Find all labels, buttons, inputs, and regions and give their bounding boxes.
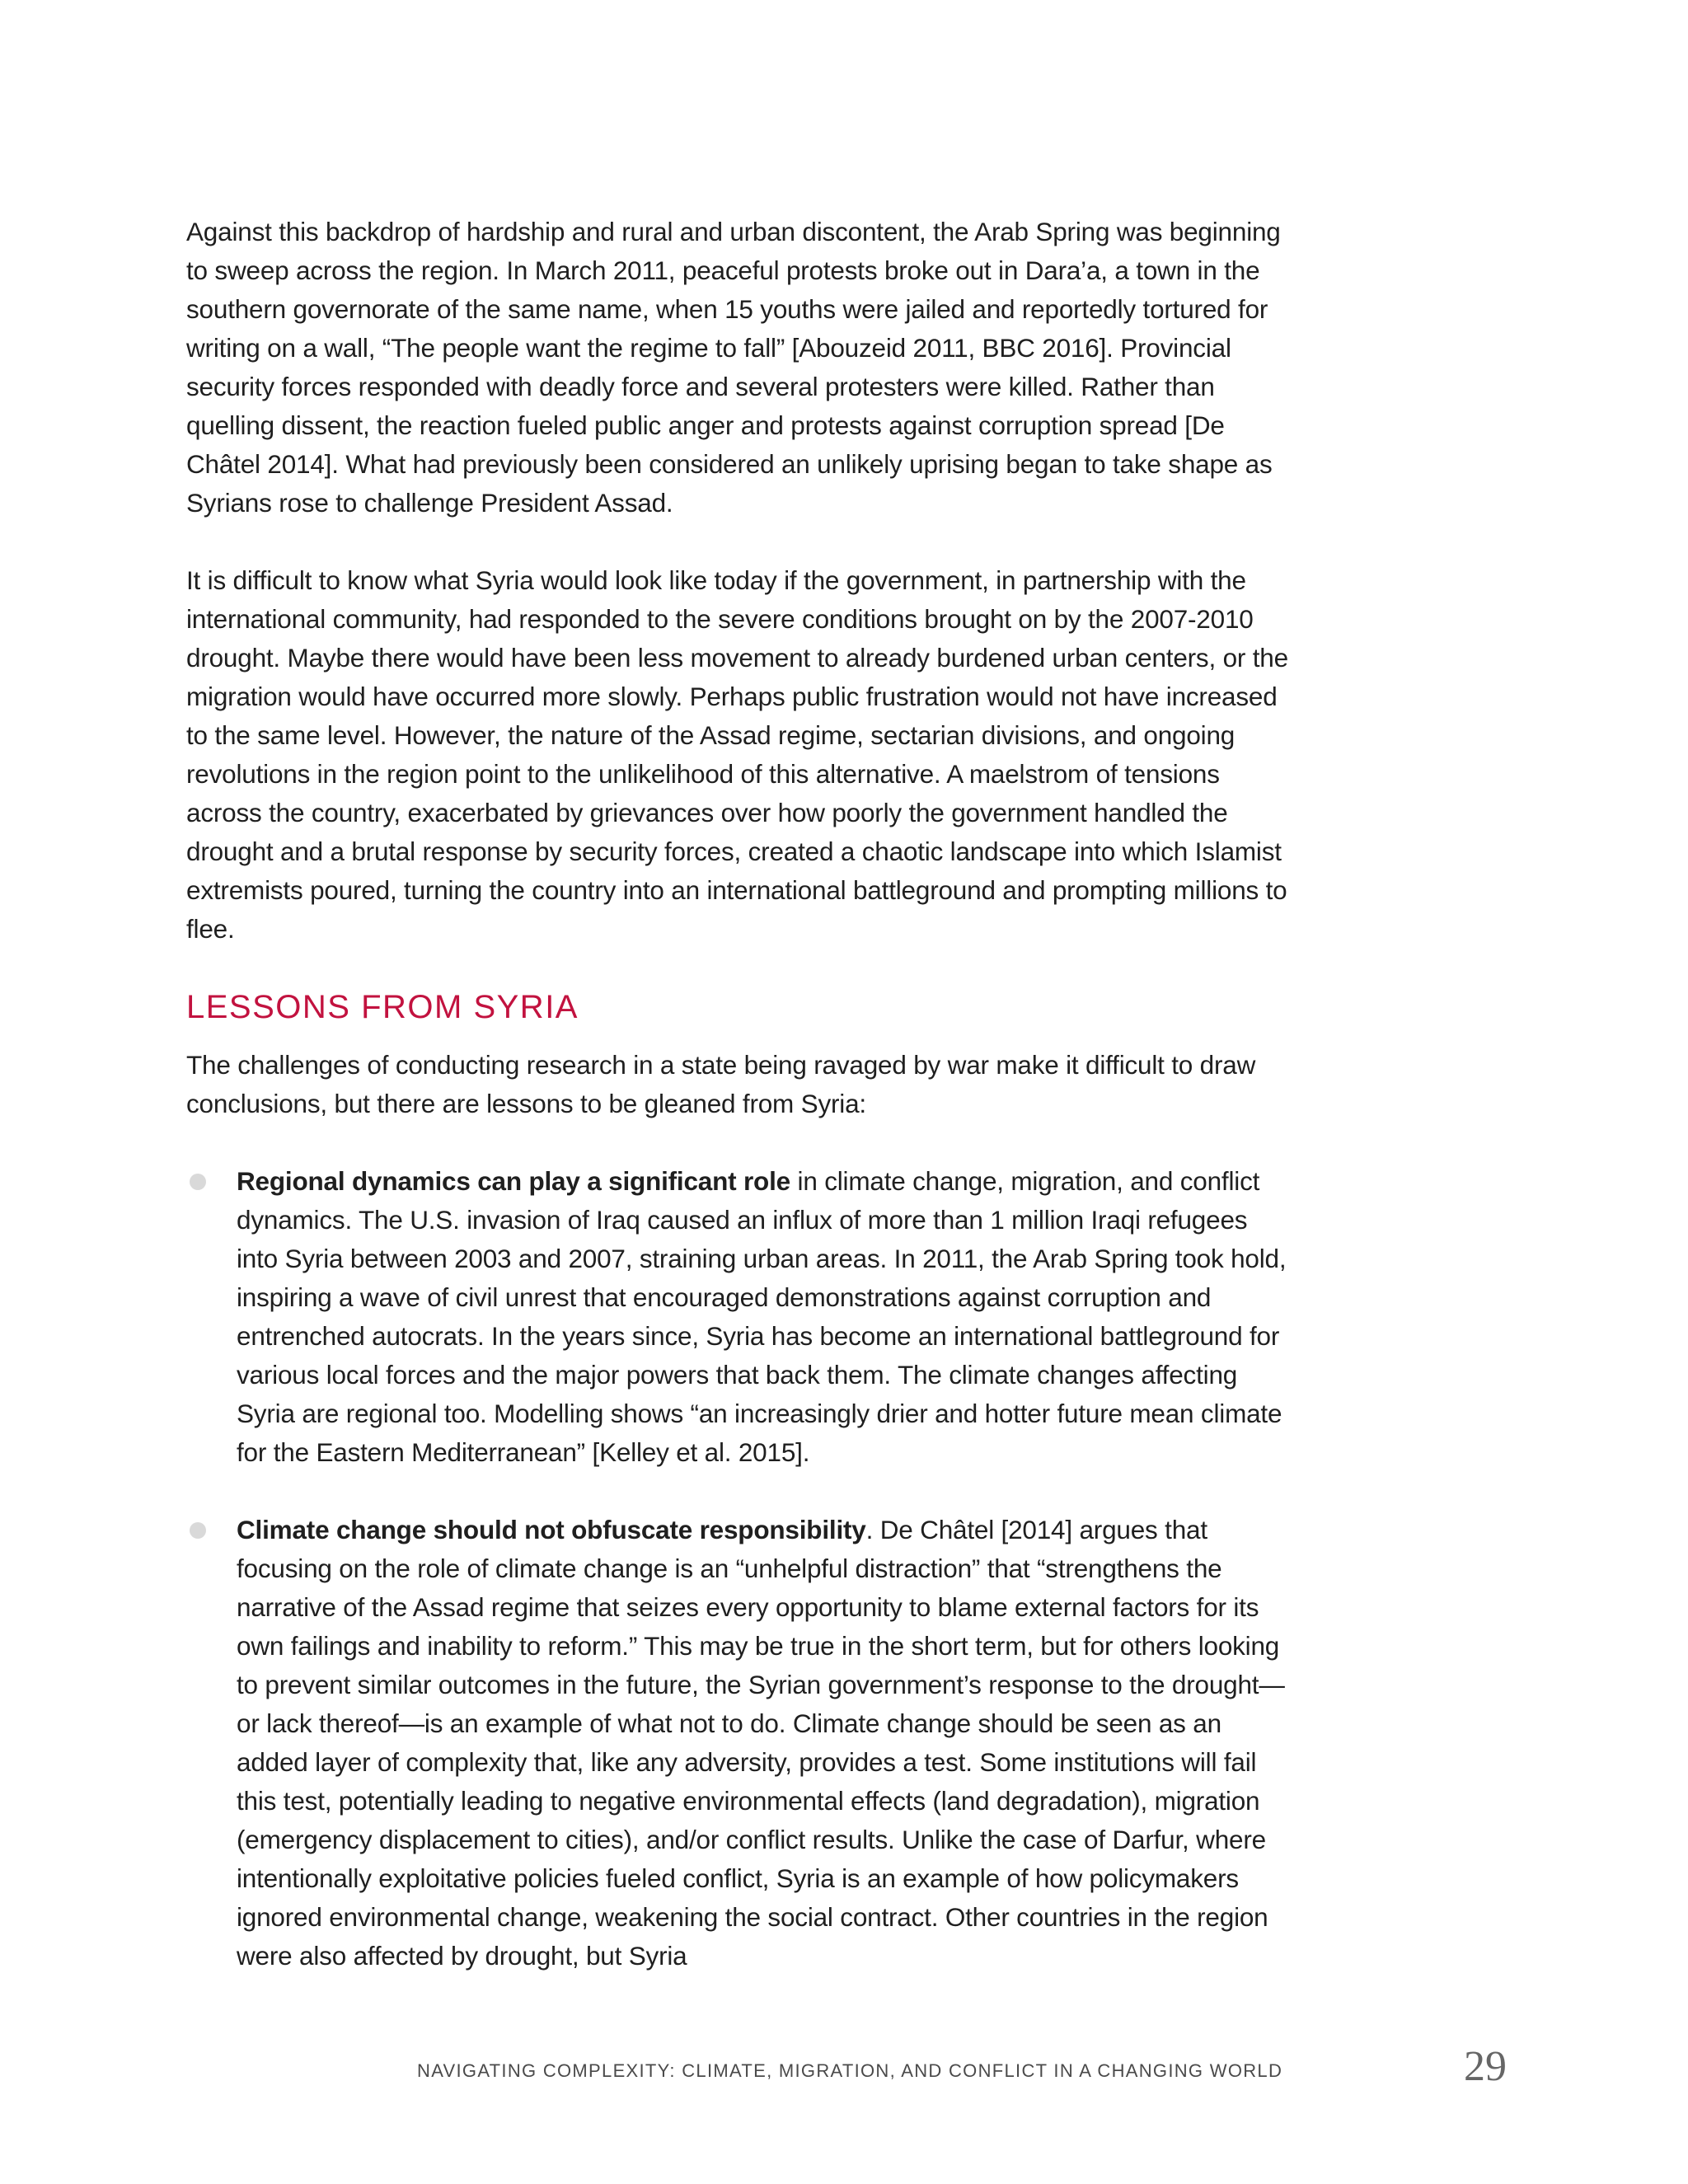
list-item [186,1162,1291,1472]
bullet-text: . De Châtel [2014] argues that focusing on the role of climate change is an “unhelpful distraction” that “strengthens the narrative of the Assad regime that seizes every opportunity to blame external factors for its own failings and inability to reform.” This may be true in the short term, but for others looking to prevent similar outcomes in the future, the Syrian government’s response to the drought—or lack thereof—is an example of what not to do. Climate change should be seen as an added layer of complexity that, like any adversity, provides a test. Some institutions will fail this test, potentially leading to negative environmental effects (land degradation), migration (emergency displacement to cities), and/or conflict results. Unlike the case of Darfur, where intentionally exploitative policies fueled conflict, Syria is an example of how policymakers ignored environmental change, weakening the social contract. Other countries in the region were also affected by drought, but Syria [237,1515,1285,1971]
body-paragraph-1: Against this backdrop of hardship and rural and urban discontent, the Arab Spring was beginning to sweep across the region. In March 2011, peaceful protests broke out in Dara’a, a town in the southern governorate of the same name, when 15 youths were jailed and reportedly tortured for writing on a wall, “The people want the regime to fall” [Abouzeid 2011, BBC 2016]. Provincial security forces responded with deadly force and several protesters were killed. Rather than quelling dissent, the reaction fueled public anger and protests against corruption spread [De Châtel 2014]. What had previously been considered an unlikely uprising began to take shape as Syrians rose to challenge President Assad. [186,217,1281,518]
section-intro: The challenges of conducting research in a state being ravaged by war make it difficult to draw conclusions, but there are lessons to be gleaned from Syria: [186,1050,1256,1118]
body-paragraph-2: It is difficult to know what Syria would look like today if the government, in partnership with the international community, had responded to the severe conditions brought on by the 2007-2010 drought. Maybe there would have been less movement to already burdened urban centers, or the migration would have occurred more slowly. Perhaps public frustration would not have increased to the same level. However, the nature of the Assad regime, sectarian divisions, and ongoing revolutions in the region point to the unlikelihood of this alternative. A maelstrom of tensions across the country, exacerbated by grievances over how poorly the government handled the drought and a brutal response by security forces, created a chaotic landscape into which Islamist extremists poured, turning the country into an international battleground and prompting millions to flee. [186,565,1288,944]
bullet-icon [190,1522,206,1539]
bullet-icon [190,1174,206,1190]
bullet-lead: Climate change should not obfuscate responsibility [237,1515,866,1544]
page-content [186,213,1291,2014]
lessons-list [186,1162,1291,1975]
bullet-text: in climate change, migration, and conflict dynamics. The U.S. invasion of Iraq caused an influx of more than 1 million Iraqi refugees into Syria between 2003 and 2007, straining urban areas. In 2011, the Arab Spring took hold, inspiring a wave of civil unrest that encouraged demonstrations against corruption and entrenched autocrats. In the years since, Syria has become an international battleground for various local forces and the major powers that back them. The climate changes affecting Syria are regional too. Modelling shows “an increasingly drier and hotter future mean climate for the Eastern Mediterranean” [Kelley et al. 2015]. [237,1166,1287,1467]
section-heading: LESSONS FROM SYRIA [186,989,579,1025]
running-footer: NAVIGATING COMPLEXITY: CLIMATE, MIGRATION, AND CONFLICT IN A CHANGING WORLD [417,2060,1283,2081]
bullet-lead: Regional dynamics can play a significant role [237,1166,790,1196]
page-number: 29 [1464,2043,1507,2090]
list-item [186,1511,1291,1975]
